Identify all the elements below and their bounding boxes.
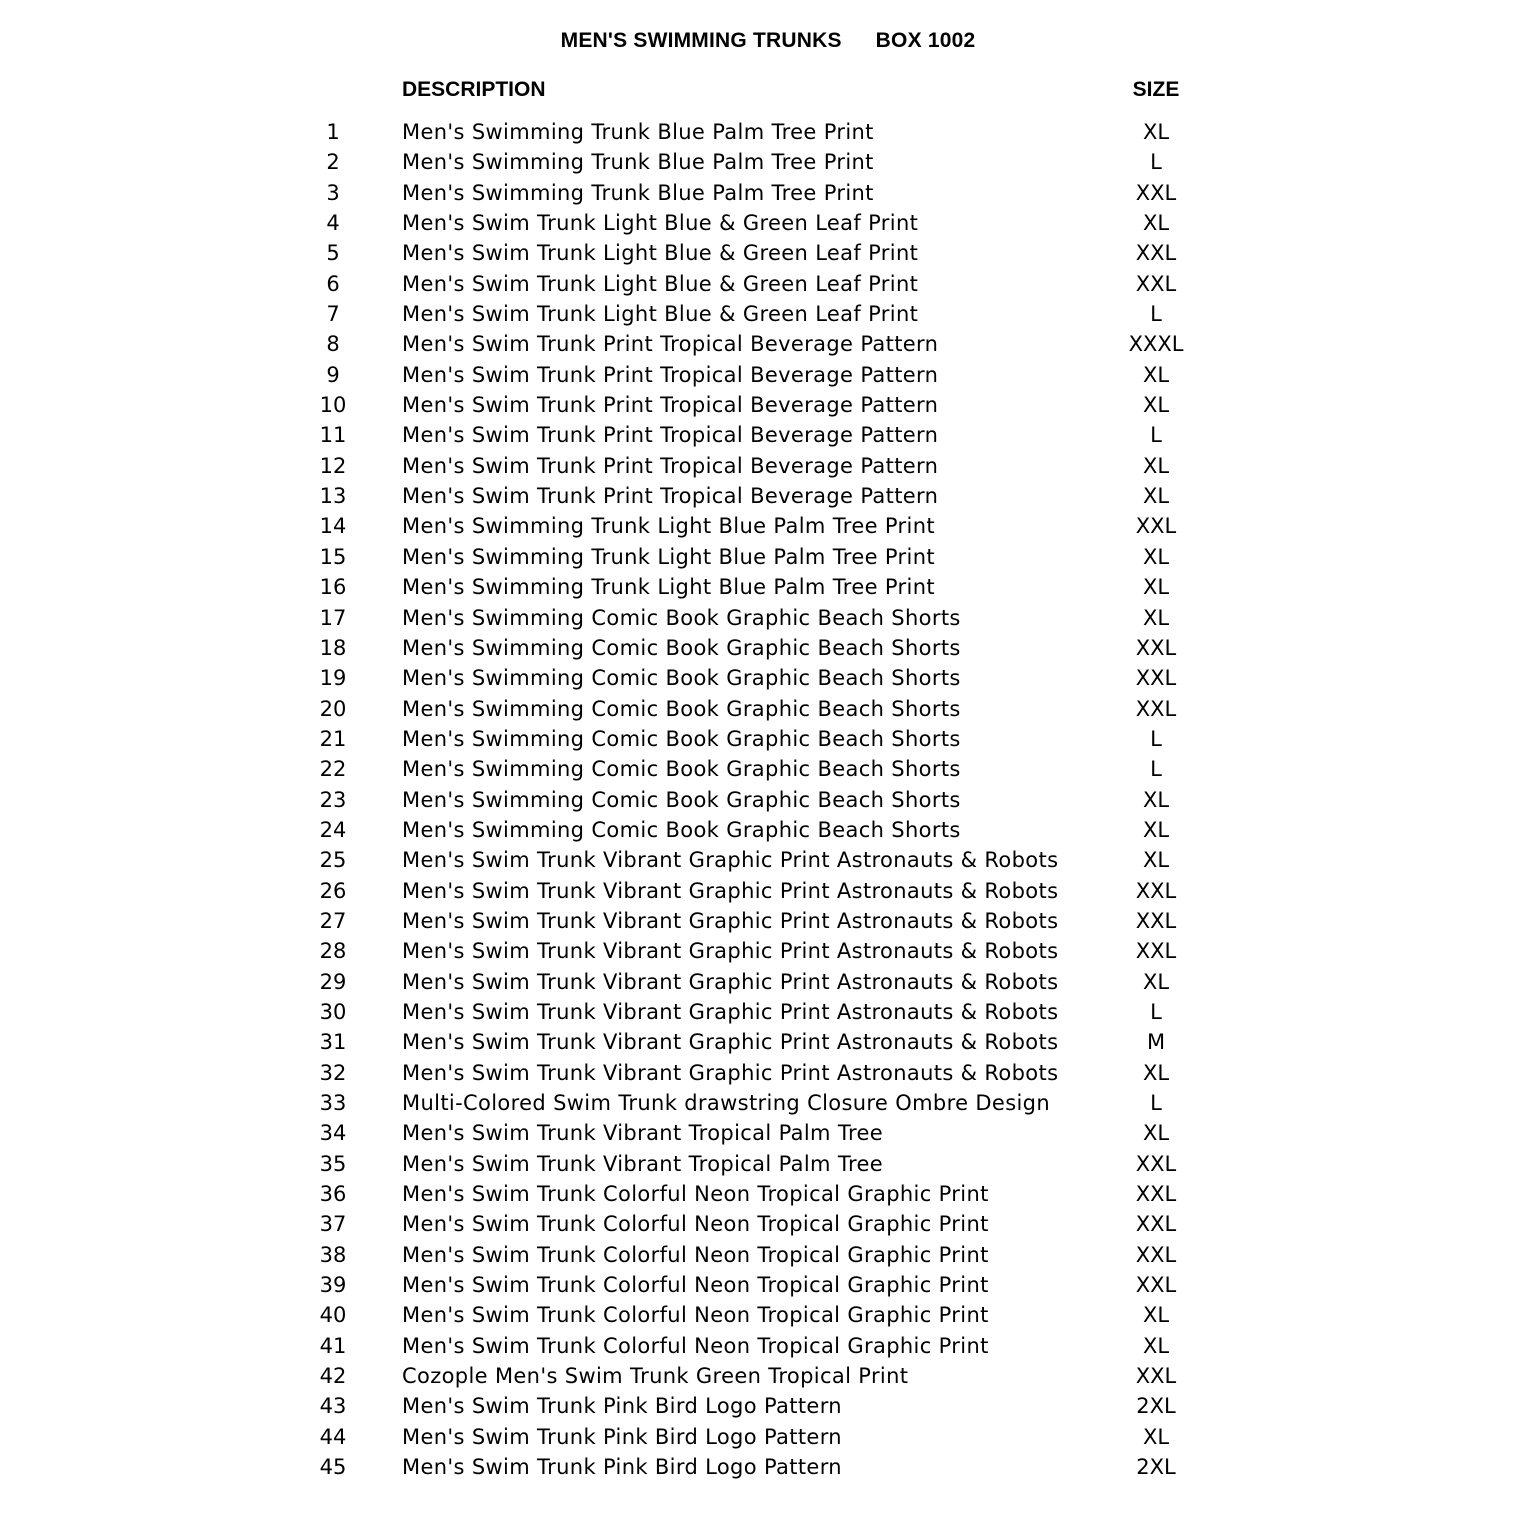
row-number: 9 xyxy=(326,362,340,387)
table-row xyxy=(0,815,1536,845)
row-number: 17 xyxy=(319,605,347,630)
row-description: Men's Swim Trunk Vibrant Graphic Print Astronauts & Robots xyxy=(402,999,1059,1024)
row-number: 41 xyxy=(319,1333,347,1358)
table-row xyxy=(0,1118,1536,1148)
row-size: XXL xyxy=(1135,514,1177,539)
title-box: BOX 1002 xyxy=(875,29,976,52)
table-row xyxy=(0,754,1536,784)
table-row xyxy=(0,451,1536,481)
page-title xyxy=(0,26,1536,56)
row-description: Men's Swimming Comic Book Graphic Beach Shorts xyxy=(402,726,961,751)
row-description: Men's Swim Trunk Pink Bird Logo Pattern xyxy=(402,1455,842,1480)
row-description: Men's Swim Trunk Light Blue & Green Leaf Print xyxy=(402,241,919,266)
row-number: 31 xyxy=(319,1030,347,1055)
table-row xyxy=(0,299,1536,329)
row-size: XXL xyxy=(1135,635,1177,660)
row-description: Men's Swim Trunk Vibrant Graphic Print Astronauts & Robots xyxy=(402,969,1059,994)
row-number: 39 xyxy=(319,1273,347,1298)
table-row xyxy=(0,329,1536,359)
row-description: Men's Swim Trunk Colorful Neon Tropical Graphic Print xyxy=(402,1273,989,1298)
row-number: 28 xyxy=(319,939,347,964)
table-row xyxy=(0,1270,1536,1300)
table-row xyxy=(0,633,1536,663)
row-size: XXL xyxy=(1135,241,1177,266)
table-row xyxy=(0,208,1536,238)
table-row xyxy=(0,1058,1536,1088)
row-number: 32 xyxy=(319,1060,347,1085)
row-number: 22 xyxy=(319,757,347,782)
row-number: 24 xyxy=(319,817,347,842)
row-description: Men's Swim Trunk Print Tropical Beverage Pattern xyxy=(402,362,939,387)
table-row xyxy=(0,1422,1536,1452)
row-number: 2 xyxy=(326,150,340,175)
table-row xyxy=(0,906,1536,936)
row-description: Men's Swim Trunk Print Tropical Beverage Pattern xyxy=(402,453,939,478)
row-size: L xyxy=(1150,757,1162,782)
row-size: XXL xyxy=(1135,908,1177,933)
table-row xyxy=(0,117,1536,147)
table-row xyxy=(0,967,1536,997)
row-size: XL xyxy=(1142,1060,1170,1085)
row-description: Men's Swim Trunk Colorful Neon Tropical Graphic Print xyxy=(402,1333,989,1358)
row-number: 40 xyxy=(319,1303,347,1328)
row-size: XL xyxy=(1142,484,1170,509)
table-row xyxy=(0,178,1536,208)
item-list xyxy=(0,117,1536,1482)
row-description: Men's Swim Trunk Colorful Neon Tropical Graphic Print xyxy=(402,1303,989,1328)
row-size: XXXL xyxy=(1128,332,1184,357)
row-description: Men's Swim Trunk Light Blue & Green Leaf Print xyxy=(402,302,919,327)
row-size: XL xyxy=(1142,544,1170,569)
row-description: Men's Swimming Comic Book Graphic Beach Shorts xyxy=(402,696,961,721)
row-size: L xyxy=(1150,726,1162,751)
row-description: Men's Swim Trunk Colorful Neon Tropical Graphic Print xyxy=(402,1182,989,1207)
table-row xyxy=(0,390,1536,420)
row-description: Men's Swim Trunk Vibrant Graphic Print Astronauts & Robots xyxy=(402,1030,1059,1055)
table-row xyxy=(0,724,1536,754)
table-row xyxy=(0,1300,1536,1330)
table-row xyxy=(0,603,1536,633)
row-size: 2XL xyxy=(1136,1455,1176,1480)
row-description: Men's Swimming Trunk Light Blue Palm Tree Print xyxy=(402,514,935,539)
row-description: Men's Swim Trunk Vibrant Graphic Print Astronauts & Robots xyxy=(402,878,1059,903)
row-description: Men's Swimming Comic Book Graphic Beach Shorts xyxy=(402,817,961,842)
table-row xyxy=(0,876,1536,906)
table-row xyxy=(0,997,1536,1027)
row-description: Men's Swim Trunk Light Blue & Green Leaf Print xyxy=(402,271,919,296)
row-description: Men's Swimming Trunk Blue Palm Tree Print xyxy=(402,120,874,144)
row-size: XXL xyxy=(1135,1242,1177,1267)
row-number: 19 xyxy=(319,666,347,691)
row-number: 27 xyxy=(319,908,347,933)
row-number: 13 xyxy=(319,484,347,509)
row-size: XL xyxy=(1142,1333,1170,1358)
row-description: Men's Swim Trunk Vibrant Tropical Palm Tree xyxy=(402,1121,884,1146)
row-number: 7 xyxy=(326,302,340,327)
table-row xyxy=(0,1027,1536,1057)
row-description: Men's Swimming Trunk Blue Palm Tree Print xyxy=(402,180,874,205)
table-row xyxy=(0,785,1536,815)
table-row xyxy=(0,1391,1536,1421)
row-description: Men's Swim Trunk Print Tropical Beverage Pattern xyxy=(402,423,939,448)
row-description: Men's Swimming Trunk Blue Palm Tree Print xyxy=(402,150,874,175)
table-row xyxy=(0,1331,1536,1361)
row-description: Men's Swimming Trunk Light Blue Palm Tree Print xyxy=(402,575,935,600)
row-number: 34 xyxy=(319,1121,347,1146)
row-size: XXL xyxy=(1135,939,1177,964)
row-size: XL xyxy=(1142,969,1170,994)
row-size: XL xyxy=(1142,1424,1170,1449)
row-description: Men's Swim Trunk Vibrant Graphic Print Astronauts & Robots xyxy=(402,848,1059,873)
row-size: XXL xyxy=(1135,878,1177,903)
table-row xyxy=(0,1452,1536,1482)
row-number: 6 xyxy=(326,271,340,296)
table-row xyxy=(0,1209,1536,1239)
row-number: 35 xyxy=(319,1151,347,1176)
row-size: XL xyxy=(1142,453,1170,478)
row-size: XL xyxy=(1142,787,1170,812)
row-number: 11 xyxy=(319,423,347,448)
row-number: 37 xyxy=(319,1212,347,1237)
row-description: Men's Swim Trunk Vibrant Graphic Print Astronauts & Robots xyxy=(402,1060,1059,1085)
row-number: 14 xyxy=(319,514,347,539)
row-size: XL xyxy=(1142,605,1170,630)
table-row xyxy=(0,420,1536,450)
row-description: Men's Swim Trunk Print Tropical Beverage Pattern xyxy=(402,484,939,509)
table-row xyxy=(0,845,1536,875)
row-size: L xyxy=(1150,150,1162,175)
row-size: XXL xyxy=(1135,1212,1177,1237)
row-description: Men's Swimming Comic Book Graphic Beach Shorts xyxy=(402,635,961,660)
row-size: XL xyxy=(1142,1121,1170,1146)
row-size: XL xyxy=(1142,393,1170,418)
row-description: Men's Swimming Comic Book Graphic Beach Shorts xyxy=(402,605,961,630)
row-size: XL xyxy=(1142,575,1170,600)
row-number: 25 xyxy=(319,848,347,873)
row-size: XXL xyxy=(1135,1182,1177,1207)
row-description: Men's Swimming Trunk Light Blue Palm Tree Print xyxy=(402,544,935,569)
row-number: 43 xyxy=(319,1394,347,1419)
title-main: MEN'S SWIMMING TRUNKS xyxy=(560,29,842,52)
row-description: Men's Swimming Comic Book Graphic Beach Shorts xyxy=(402,787,961,812)
row-number: 38 xyxy=(319,1242,347,1267)
row-description: Cozople Men's Swim Trunk Green Tropical Print xyxy=(402,1364,909,1389)
row-number: 23 xyxy=(319,787,347,812)
row-size: L xyxy=(1150,999,1162,1024)
row-size: XXL xyxy=(1135,696,1177,721)
row-number: 4 xyxy=(326,211,340,236)
column-header-row xyxy=(0,75,1536,105)
row-description: Men's Swim Trunk Colorful Neon Tropical Graphic Print xyxy=(402,1212,989,1237)
table-row xyxy=(0,1149,1536,1179)
table-row xyxy=(0,572,1536,602)
row-number: 8 xyxy=(326,332,340,357)
table-row xyxy=(0,147,1536,177)
table-row xyxy=(0,269,1536,299)
row-description: Men's Swim Trunk Vibrant Tropical Palm Tree xyxy=(402,1151,884,1176)
row-size: XXL xyxy=(1135,180,1177,205)
table-row xyxy=(0,694,1536,724)
row-number: 36 xyxy=(319,1182,347,1207)
row-description: Men's Swim Trunk Vibrant Graphic Print Astronauts & Robots xyxy=(402,939,1059,964)
row-description: Men's Swim Trunk Print Tropical Beverage Pattern xyxy=(402,332,939,357)
row-size: L xyxy=(1150,1091,1162,1115)
row-number: 5 xyxy=(326,241,340,266)
row-number: 30 xyxy=(319,999,347,1024)
table-row xyxy=(0,936,1536,966)
row-description: Men's Swim Trunk Light Blue & Green Leaf Print xyxy=(402,211,919,236)
row-description: Men's Swim Trunk Colorful Neon Tropical Graphic Print xyxy=(402,1242,989,1267)
table-row xyxy=(0,238,1536,268)
row-size: L xyxy=(1150,302,1162,327)
table-row xyxy=(0,1240,1536,1270)
row-number: 21 xyxy=(319,726,347,751)
row-size: XL xyxy=(1142,817,1170,842)
table-row xyxy=(0,481,1536,511)
row-size: XXL xyxy=(1135,1364,1177,1389)
row-size: XL xyxy=(1142,362,1170,387)
row-number: 16 xyxy=(319,575,347,600)
row-size: 2XL xyxy=(1136,1394,1176,1419)
column-header-size: SIZE xyxy=(1132,78,1180,101)
table-row xyxy=(0,1361,1536,1391)
row-size: XL xyxy=(1142,1303,1170,1328)
row-number: 29 xyxy=(319,969,347,994)
row-description: Men's Swim Trunk Pink Bird Logo Pattern xyxy=(402,1424,842,1449)
table-row xyxy=(0,663,1536,693)
row-size: M xyxy=(1146,1030,1166,1055)
row-size: XXL xyxy=(1135,271,1177,296)
row-description: Men's Swim Trunk Vibrant Graphic Print Astronauts & Robots xyxy=(402,908,1059,933)
table-row xyxy=(0,542,1536,572)
row-size: XXL xyxy=(1135,1151,1177,1176)
row-number: 33 xyxy=(319,1091,347,1115)
row-number: 10 xyxy=(319,393,347,418)
row-number: 18 xyxy=(319,635,347,660)
row-size: XXL xyxy=(1135,666,1177,691)
row-description: Men's Swimming Comic Book Graphic Beach Shorts xyxy=(402,757,961,782)
table-row xyxy=(0,360,1536,390)
row-size: XL xyxy=(1142,211,1170,236)
row-number: 15 xyxy=(319,544,347,569)
row-size: XL xyxy=(1142,120,1170,144)
column-header-description: DESCRIPTION xyxy=(402,78,546,101)
row-number: 42 xyxy=(319,1364,347,1389)
row-description: Men's Swimming Comic Book Graphic Beach Shorts xyxy=(402,666,961,691)
table-row xyxy=(0,1088,1536,1118)
row-size: XXL xyxy=(1135,1273,1177,1298)
row-size: XL xyxy=(1142,848,1170,873)
row-number: 1 xyxy=(326,120,340,144)
row-number: 44 xyxy=(319,1424,347,1449)
table-row xyxy=(0,1179,1536,1209)
row-description: Multi-Colored Swim Trunk drawstring Closure Ombre Design xyxy=(402,1091,1051,1115)
row-number: 20 xyxy=(319,696,347,721)
row-number: 3 xyxy=(326,180,340,205)
row-number: 45 xyxy=(319,1455,347,1480)
row-description: Men's Swim Trunk Print Tropical Beverage Pattern xyxy=(402,393,939,418)
table-row xyxy=(0,511,1536,541)
row-size: L xyxy=(1150,423,1162,448)
row-number: 26 xyxy=(319,878,347,903)
row-number: 12 xyxy=(319,453,347,478)
row-description: Men's Swim Trunk Pink Bird Logo Pattern xyxy=(402,1394,842,1419)
